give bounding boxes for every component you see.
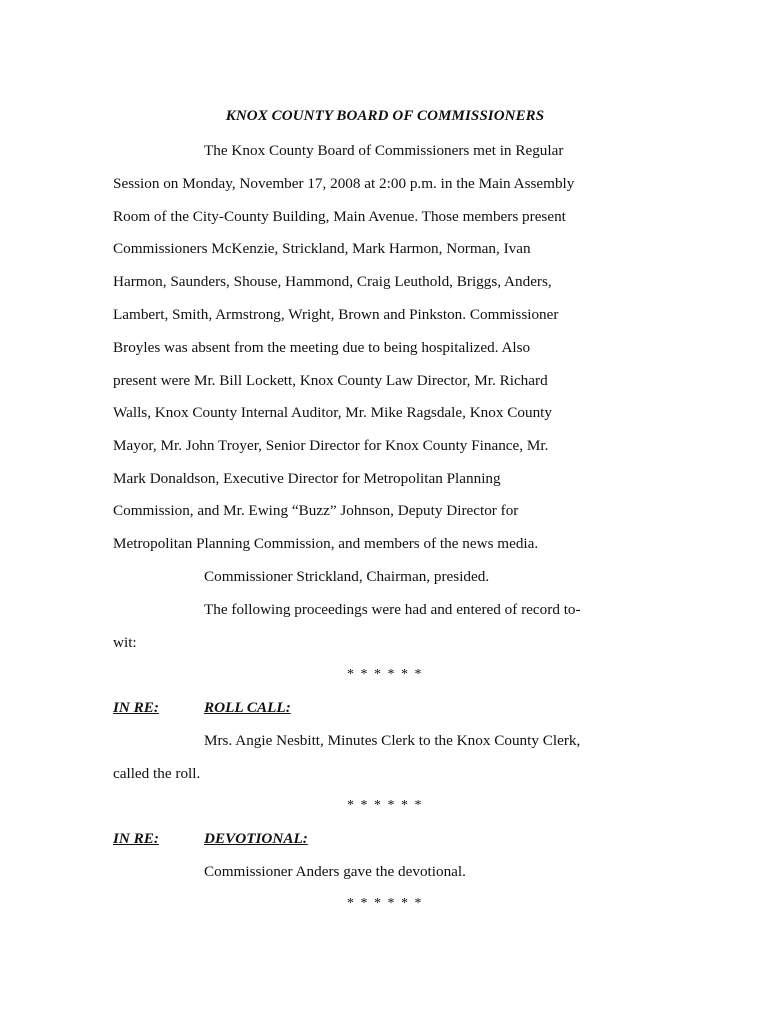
section-separator: * * * * * *	[347, 667, 423, 682]
body-line: Commissioner Strickland, Chairman, presided.	[204, 568, 490, 585]
body-line: Commissioners McKenzie, Strickland, Mark Harmon, Norman, Ivan	[113, 240, 531, 257]
body-line: Session on Monday, November 17, 2008 at 2:00 p.m. in the Main Assembly	[113, 175, 575, 192]
body-line: wit:	[113, 634, 137, 651]
body-line: Lambert, Smith, Armstrong, Wright, Brown and Pinkston. Commissioner	[113, 306, 559, 323]
body-line: Broyles was absent from the meeting due to being hospitalized. Also	[113, 339, 531, 356]
body-line: Mark Donaldson, Executive Director for Metropolitan Planning	[113, 470, 501, 487]
body-line: Mayor, Mr. John Troyer, Senior Director for Knox County Finance, Mr.	[113, 437, 549, 454]
section-line: called the roll.	[113, 765, 201, 782]
body-line: Walls, Knox County Internal Auditor, Mr. Mike Ragsdale, Knox County	[113, 404, 552, 421]
section-separator: * * * * * *	[347, 798, 423, 813]
body-line: Commission, and Mr. Ewing “Buzz” Johnson, Deputy Director for	[113, 502, 519, 519]
section-line: Commissioner Anders gave the devotional.	[204, 863, 466, 880]
section-heading-devotional: DEVOTIONAL:	[204, 830, 308, 847]
section-line: Mrs. Angie Nesbitt, Minutes Clerk to the Knox County Clerk,	[204, 732, 581, 749]
body-line: The following proceedings were had and entered of record to-	[204, 601, 581, 618]
section-separator: * * * * * *	[347, 896, 423, 911]
body-line: Metropolitan Planning Commission, and members of the news media.	[113, 535, 539, 552]
document-title: KNOX COUNTY BOARD OF COMMISSIONERS	[225, 108, 545, 124]
in-re-label: IN RE:	[113, 699, 159, 716]
in-re-label: IN RE:	[113, 830, 159, 847]
body-line: The Knox County Board of Commissioners met in Regular	[204, 142, 564, 159]
section-heading-roll-call: ROLL CALL:	[204, 699, 291, 716]
body-line: present were Mr. Bill Lockett, Knox County Law Director, Mr. Richard	[113, 372, 548, 389]
body-line: Room of the City-County Building, Main Avenue. Those members present	[113, 208, 566, 225]
body-line: Harmon, Saunders, Shouse, Hammond, Craig Leuthold, Briggs, Anders,	[113, 273, 552, 290]
